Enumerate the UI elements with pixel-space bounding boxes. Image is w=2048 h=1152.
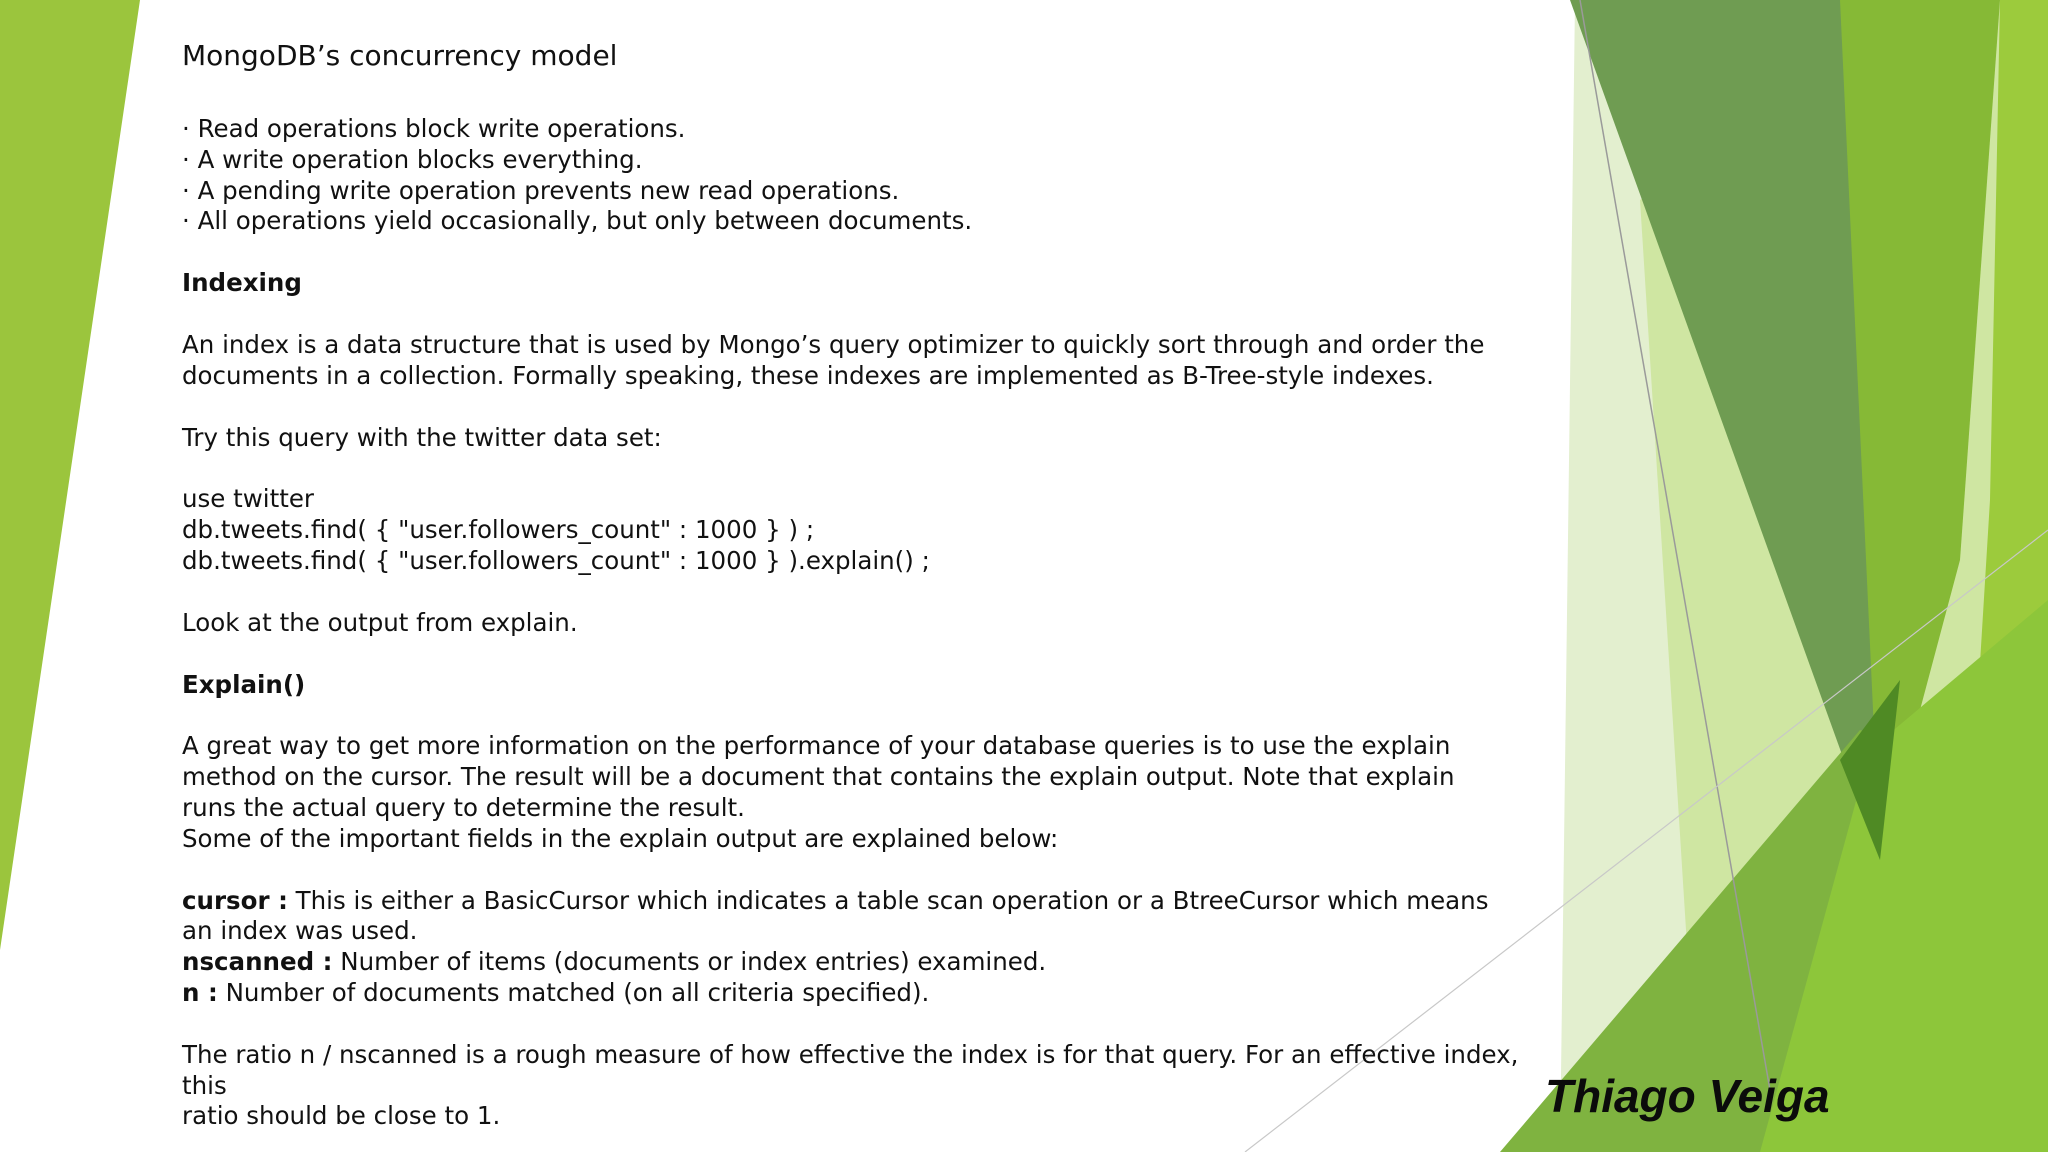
bullet-item: · A write operation blocks everything. <box>182 144 643 174</box>
n-description: Number of documents matched (on all criteria specified). <box>217 977 930 1007</box>
explain-paragraph-line: runs the actual query to determine the result. <box>182 792 745 822</box>
n-field-line <box>182 978 1522 1009</box>
slide-title: MongoDB’s concurrency model <box>182 39 618 72</box>
explain-paragraph-line: Some of the important fields in the explain output are explained below: <box>182 823 1059 853</box>
slide-content <box>182 38 1522 1132</box>
n-label: n : <box>182 977 218 1007</box>
nscanned-field-line <box>182 947 1522 978</box>
cursor-description-cont: an index was used. <box>182 916 418 946</box>
author-name: Thiago Veiga <box>1545 1070 1830 1122</box>
indexing-paragraph-line: documents in a collection. Formally speaking, these indexes are implemented as B-Tree-style indexes. <box>182 360 1434 390</box>
indexing-paragraph-line: An index is a data structure that is used by Mongo’s query optimizer to quickly sort through and order the <box>182 329 1485 359</box>
explain-heading: Explain() <box>182 669 306 699</box>
code-line: db.tweets.find( { "user.followers_count" : 1000 } ) ; <box>182 515 815 545</box>
ratio-line: The ratio n / nscanned is a rough measure of how effective the index is for that query. For an effective index, this <box>182 1039 1519 1100</box>
bullet-item: · A pending write operation prevents new read operations. <box>182 175 900 205</box>
cursor-description: This is either a BasicCursor which indicates a table scan operation or a BtreeCursor which means <box>287 885 1489 915</box>
try-query-text: Try this query with the twitter data set: <box>182 422 662 452</box>
code-line: db.tweets.find( { "user.followers_count" : 1000 } ).explain() ; <box>182 545 930 575</box>
look-output-text: Look at the output from explain. <box>182 607 578 637</box>
cursor-label: cursor : <box>182 885 288 915</box>
bullet-item: · Read operations block write operations. <box>182 114 686 143</box>
cursor-field-line <box>182 886 1522 917</box>
code-line: use twitter <box>182 484 314 514</box>
bullet-item: · All operations yield occasionally, but only between documents. <box>182 206 973 236</box>
explain-paragraph-line: A great way to get more information on the performance of your database queries is to use the explain <box>182 731 1451 761</box>
nscanned-label: nscanned : <box>182 947 333 977</box>
indexing-heading: Indexing <box>182 268 302 298</box>
explain-paragraph-line: method on the cursor. The result will be a document that contains the explain output. Note that explain <box>182 762 1455 792</box>
ratio-line: ratio should be close to 1. <box>182 1101 501 1131</box>
nscanned-description: Number of items (documents or index entries) examined. <box>332 947 1047 977</box>
left-green-stripe <box>0 0 140 950</box>
